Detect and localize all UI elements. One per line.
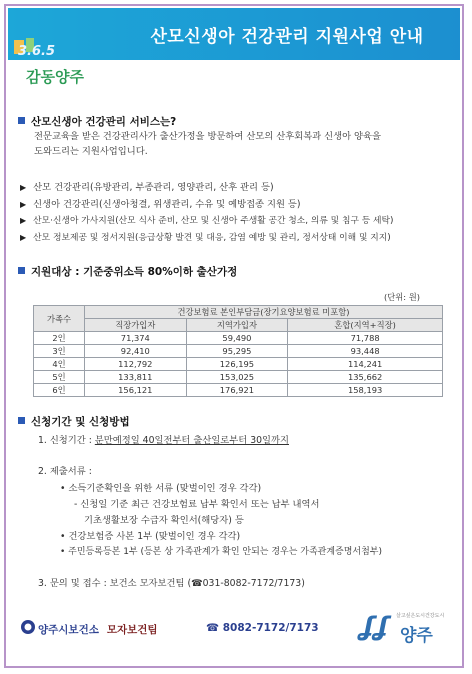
table-row: 3인 92,410 95,295 93,448	[34, 345, 443, 358]
square-bullet-icon	[18, 267, 25, 274]
intro-text: 전문교육을 받은 건강관리사가 출산가정을 방문하여 산모의 산후회복과 신생아 양육을 도와드리는 지원사업입니다.	[34, 131, 381, 157]
page-title: 산모신생아 건강관리 지원사업 안내	[150, 27, 424, 47]
table-row: 2인 71,374 59,490 71,788	[34, 332, 443, 345]
health-center-icon	[20, 619, 36, 635]
logo-word: 감동양주	[26, 68, 84, 86]
section-heading: 지원대상 : 기준중위소득 80%이하 출산가정	[18, 264, 237, 279]
table-header: 지역가입자	[186, 319, 288, 332]
table-row: 5인 133,811 153,025 135,662	[34, 371, 443, 384]
application-period: 1. 신청기간 : 분만예정일 40일전부터 출산일로부터 30일까지	[38, 435, 289, 446]
list-item: ▶ 산모 정보제공 및 정서지원(응급상황 발견 및 대응, 감염 예방 및 관리, 정서상태 이해 및 지지)	[20, 233, 391, 243]
table-row: 6인 156,121 176,921 158,193	[34, 384, 443, 397]
section-heading: 산모신생아 건강관리 서비스는?	[18, 114, 176, 129]
section-heading: 신청기간 및 신청방법	[18, 414, 130, 429]
square-bullet-icon	[18, 417, 25, 424]
list-item: ▶ 신생아 건강관리(신생아청결, 위생관리, 수유 및 예방접종 지원 등)	[20, 199, 301, 210]
table-header: 건강보험료 본인부담금(장기요양보험료 미포함)	[85, 306, 443, 319]
list-item: • 소득기준확인을 위한 서류 (맞벌이인 경우 각각)	[60, 483, 262, 494]
list-item: 기초생활보장 수급자 확인서(해당자) 등	[84, 515, 244, 526]
list-item: ▶ 산모·신생아 가사지원(산모 식사 준비, 산모 및 신생아 주생활 공간 청소, 의류 및 침구 등 세탁)	[20, 216, 394, 226]
triangle-bullet-icon: ▶	[20, 183, 27, 192]
documents-label: 2. 제출서류 :	[38, 466, 92, 477]
triangle-bullet-icon: ▶	[20, 216, 27, 225]
unit-label: (단위: 원)	[384, 292, 420, 302]
list-item: ▶ 산모 건강관리(유방관리, 부종관리, 영양관리, 산후 관리 등)	[20, 182, 274, 193]
table-header: 직장가입자	[85, 319, 187, 332]
fee-table	[33, 305, 443, 397]
yangju-logo-icon: ʆʆ	[360, 612, 389, 642]
list-item: - 신청일 기준 최근 건강보험료 납부 확인서 또는 납부 내역서	[74, 499, 320, 510]
header-banner	[8, 8, 460, 60]
square-bullet-icon	[18, 117, 25, 124]
triangle-bullet-icon: ▶	[20, 233, 27, 242]
list-item: • 주민등록등본 1부 (등본 상 가족관계가 확인 안되는 경우는 가족관계증명서첨부)	[60, 547, 383, 557]
footer-phone: ☎ 8082-7172/7173	[206, 622, 319, 634]
logo-digits: 3.6.5	[18, 44, 56, 59]
table-header: 가족수	[34, 306, 85, 332]
contact-info: 3. 문의 및 접수 : 보건소 모자보건팀 (☎031-8082-7172/7173)	[38, 578, 305, 589]
table-row: 4인 112,792 126,195 114,241	[34, 358, 443, 371]
yangju-logo: ʆʆ 살고싶은도시건강도시 양주	[360, 612, 445, 646]
triangle-bullet-icon: ▶	[20, 200, 27, 209]
footer-health-center: 양주시보건소 모자보건팀	[38, 624, 158, 636]
list-item: • 건강보험증 사본 1부 (맞벌이인 경우 각각)	[60, 531, 241, 542]
table-header: 혼합(지역+직장)	[288, 319, 443, 332]
